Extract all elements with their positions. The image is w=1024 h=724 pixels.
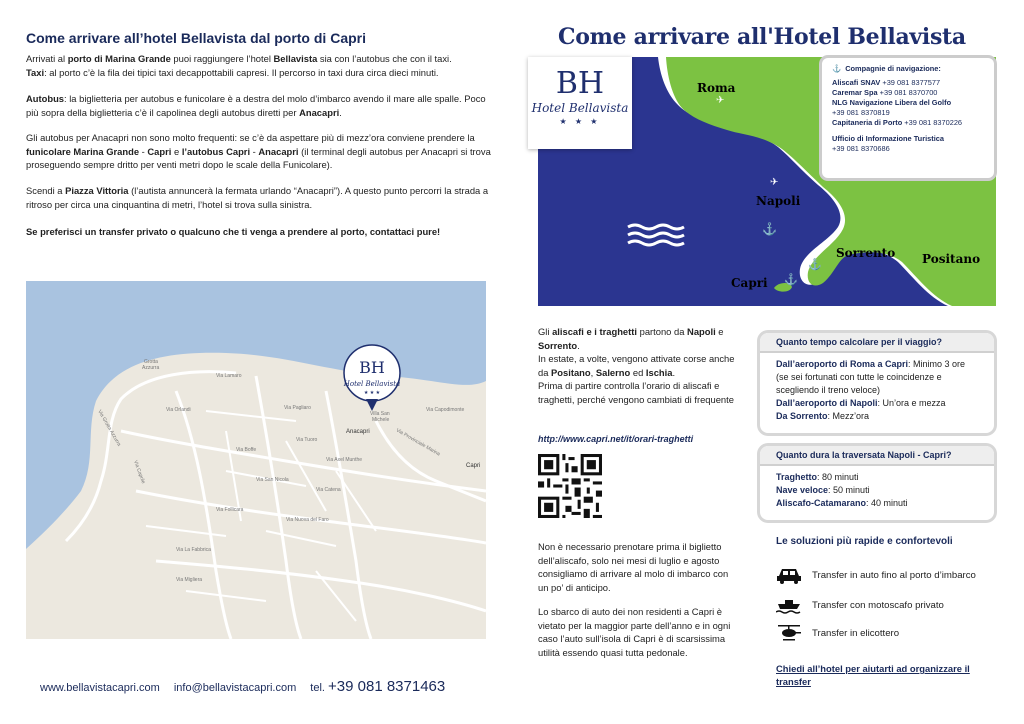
car-paragraph: Lo sbarco di auto dei non residenti a Capri è vietato per la maggior parte dell’anno e in ogni caso l’auto sull’isola di Capri è di scarsissima utilità essendo quasi tutta pedonale.	[538, 606, 731, 658]
svg-text:Via Caprile: Via Caprile	[132, 459, 147, 485]
svg-text:Via Capodimonte: Via Capodimonte	[426, 407, 465, 413]
text-run: .	[339, 106, 342, 118]
ticket-paragraph: Non è necessario prenotare prima il biglietto dell’aliscafo, solo nei mesi di luglio e agosto consigliamo di arrivare al molo di imbarco con un po’ di anticipo.	[538, 541, 729, 593]
text-run: : al porto c’è la fila dei tipici taxi decappottabili capresi. Il percorso in taxi dura circa dieci minuti.	[44, 66, 439, 78]
nav-line-0: Aliscafi SNAV +39 081 8377577	[832, 78, 941, 87]
text-run: : Un’ora e mezza	[877, 398, 946, 408]
roma-airport-icon: ✈	[716, 95, 725, 106]
text-run: Gli autobus per Anacapri non sono molto frequenti: se c’è da aspettare più di mezz’ora conviene prendere la	[26, 132, 475, 143]
svg-text:Via Tuoro: Via Tuoro	[296, 437, 318, 443]
phone-label: tel.	[310, 682, 325, 694]
svg-text:Via Lamaro: Via Lamaro	[216, 373, 242, 379]
transfer-cta: Se preferisci un transfer privato o qualcuno che ti venga a prendere al porto, contattaci pure!	[26, 226, 441, 237]
text-run: Scendi a	[26, 185, 66, 196]
svg-text:Via Axel Munthe: Via Axel Munthe	[326, 457, 363, 463]
street-map-graphic	[26, 281, 486, 639]
svg-text:Grotta: Grotta	[144, 359, 158, 365]
organize-transfer-link[interactable]: Chiedi all’hotel per aiutarti ad organizzare il transfer	[776, 663, 970, 687]
text-run: Aliscafo-Catamarano	[776, 498, 867, 508]
svg-text:Villa San: Villa San	[370, 411, 390, 417]
heli-transfer-label: Transfer in elicottero	[812, 627, 900, 639]
crossing-duration-body	[760, 466, 994, 515]
text-run: Dall’aeroporto di Napoli	[776, 398, 878, 408]
nav-line-4: Capitaneria di Porto +39 081 8370226	[832, 118, 963, 127]
text-run: : 50 minuti	[828, 485, 870, 495]
ferries-paragraph	[538, 325, 738, 407]
city-sorrento: Sorrento	[836, 246, 896, 260]
text-run: Bellavista	[273, 53, 318, 64]
nav-heading: Compagnie di navigazione:	[845, 64, 941, 73]
boat-transfer-option[interactable]	[776, 596, 944, 614]
city-roma: Roma	[697, 81, 736, 95]
text-run: In estate, a volte, vengono attivate corse anche da	[538, 353, 735, 378]
svg-text:Via Boffe: Via Boffe	[236, 447, 257, 453]
logo-stars: ★ ★ ★	[559, 117, 601, 126]
text-run: Anacapri	[299, 106, 340, 118]
svg-text:Via Nuova del Faro: Via Nuova del Faro	[286, 517, 329, 523]
text-run: Dall’aeroporto di Roma a Capri	[776, 359, 909, 369]
text-run: e	[171, 145, 182, 157]
nav-line-3: +39 081 8370819	[832, 108, 890, 117]
pin-monogram: BH	[359, 358, 385, 377]
helicopter-transfer-option[interactable]	[776, 624, 899, 642]
text-run: Gli	[538, 326, 553, 337]
car-transfer-label: Transfer in auto fino al porto d’imbarco	[812, 569, 976, 581]
text-run: Autobus	[26, 93, 65, 104]
text-run: ed	[630, 366, 646, 378]
text-run: -	[250, 145, 259, 157]
anacapri-street-map[interactable]	[26, 281, 486, 639]
text-run: : la biglietteria per autobus e funicolare è a destra del molo d’imbarco avendo il mare alle spalle. Poco più sopra della biglietteria c’è il capolinea degli autobus diretti per	[26, 93, 486, 118]
svg-text:Via Grotta Azzurra: Via Grotta Azzurra	[96, 409, 122, 448]
text-run: funicolare Marina Grande	[26, 145, 140, 157]
text-run: (il terminal degli autobus per Anacapri si trova proseguendo sempre dritto per venti metri dopo le scale della Funicolare).	[26, 145, 491, 171]
anchor-icon: ⚓	[832, 64, 842, 73]
text-run: Ischia	[645, 366, 673, 378]
text-run: : 80 minuti	[817, 472, 859, 482]
text-run: .	[672, 366, 676, 378]
motorboat-icon	[776, 596, 802, 614]
text-run: -	[139, 145, 148, 157]
text-run: Prima di partire controlla l’orario di aliscafi e traghetti, perché vengono cambiati di frequente	[538, 380, 734, 405]
travel-time-title: Quanto tempo calcolare per il viaggio?	[760, 333, 994, 353]
svg-text:Via Orlandi: Via Orlandi	[166, 407, 191, 413]
text-run: Anacapri	[258, 145, 299, 157]
text-run: : Mezz’ora	[827, 411, 870, 421]
text-run: Sorrento	[538, 339, 578, 351]
tourist-office-name: Ufficio di Informazione Turistica	[832, 134, 944, 143]
text-run: .	[577, 339, 580, 351]
nav-line-2: NLG Navigazione Libera del Golfo	[832, 98, 952, 107]
phone-number[interactable]: +39 081 8371463	[328, 678, 446, 695]
bus-paragraph	[26, 92, 496, 119]
text-run: sia con l’autobus che con il taxi.	[317, 53, 452, 64]
city-positano: Positano	[922, 252, 981, 266]
text-run: : 40 minuti	[866, 498, 908, 508]
text-run: Capri	[147, 145, 172, 157]
svg-text:Via Catena: Via Catena	[316, 487, 341, 493]
text-run: porto di Marina Grande	[67, 53, 171, 64]
svg-text:Via Follicara: Via Follicara	[216, 507, 244, 513]
text-run: partono da	[637, 326, 688, 337]
footer	[40, 678, 445, 695]
website-link[interactable]: www.bellavistacapri.com	[40, 682, 160, 694]
helicopter-icon	[776, 624, 802, 642]
text-run: Napoli	[687, 326, 716, 337]
text-run: Da Sorrento	[776, 411, 828, 421]
solutions-title: Le soluzioni più rapide e confortevoli	[776, 536, 953, 547]
boat-transfer-label: Transfer con motoscafo privato	[812, 599, 944, 611]
car-icon	[776, 566, 802, 584]
text-run: Positano	[551, 366, 591, 378]
svg-text:Azzurra: Azzurra	[142, 365, 160, 371]
pin-hotel-name: Hotel Bellavista	[343, 380, 401, 388]
svg-text:Via La Fabbrica: Via La Fabbrica	[176, 547, 211, 553]
anacapri-bus-paragraph	[26, 131, 496, 172]
page-title-right: Come arrivare all'Hotel Bellavista	[558, 24, 966, 50]
travel-time-body	[760, 353, 994, 428]
text-run: e	[715, 326, 724, 337]
napoli-airport-icon: ✈	[770, 177, 779, 188]
page-title-left: Come arrivare all’hotel Bellavista dal porto di Capri	[26, 30, 366, 46]
crossing-duration-title: Quanto dura la traversata Napoli - Capri?	[760, 446, 994, 466]
ferry-schedule-link[interactable]: http://www.capri.net/it/orari-traghetti	[538, 434, 694, 444]
text-run: aliscafi e i traghetti	[552, 326, 637, 337]
svg-text:Via Pagliaro: Via Pagliaro	[284, 405, 311, 411]
crossing-duration-box	[760, 446, 994, 520]
svg-text:Via Migliera: Via Migliera	[176, 577, 203, 583]
car-transfer-option[interactable]	[776, 566, 976, 584]
pin-stars: ★ ★ ★	[363, 390, 381, 396]
text-run: Taxi	[26, 66, 45, 78]
svg-text:Via San Nicola: Via San Nicola	[256, 477, 289, 483]
city-capri: Capri	[731, 276, 768, 290]
nav-line-1: Caremar Spa +39 081 8370700	[832, 88, 938, 97]
qr-code[interactable]	[538, 454, 602, 518]
sorrento-port-anchor-icon: ⚓	[808, 259, 822, 271]
navigation-companies-card	[822, 58, 994, 178]
text-run: Salerno	[595, 366, 631, 378]
text-run: Traghetto	[776, 472, 818, 482]
text-run: : Minimo 3 ore (se sei fortunati con tutte le coincidenze e scegliendo il treno veloce)	[776, 359, 966, 395]
text-run: ,	[590, 366, 596, 378]
travel-time-box	[760, 333, 994, 433]
svg-text:Anacapri: Anacapri	[346, 429, 370, 435]
piazza-vittoria-paragraph	[26, 184, 496, 211]
logo-hotel-name: Hotel Bellavista	[531, 101, 629, 115]
logo-monogram: BH	[555, 66, 605, 101]
text-run: puoi raggiungere l’hotel	[170, 53, 274, 64]
email-link[interactable]: info@bellavistacapri.com	[173, 682, 297, 694]
svg-text:Michele: Michele	[372, 417, 390, 423]
napoli-port-anchor-icon: ⚓	[762, 222, 777, 236]
capri-port-anchor-icon: ⚓	[784, 274, 798, 286]
svg-text:Via Provinciale Marina: Via Provinciale Marina	[395, 427, 442, 458]
text-run: l’autobus Capri	[181, 145, 251, 157]
city-napoli: Napoli	[756, 194, 801, 208]
intro-paragraph	[26, 52, 496, 79]
tourist-office-number: +39 081 8370686	[832, 144, 890, 153]
svg-text:Capri: Capri	[466, 463, 481, 469]
text-run: (l’autista annuncerà la fermata urlando “Anacapri”). A questo punto percorri la strada a ritroso per circa una cinquantina di metri, l’hotel si trova sulla sinistra.	[26, 185, 489, 210]
text-run: Piazza Vittoria	[65, 185, 129, 196]
hotel-logo	[528, 57, 632, 149]
text-run: Arrivati al	[26, 53, 68, 64]
text-run: Nave veloce	[776, 485, 829, 495]
